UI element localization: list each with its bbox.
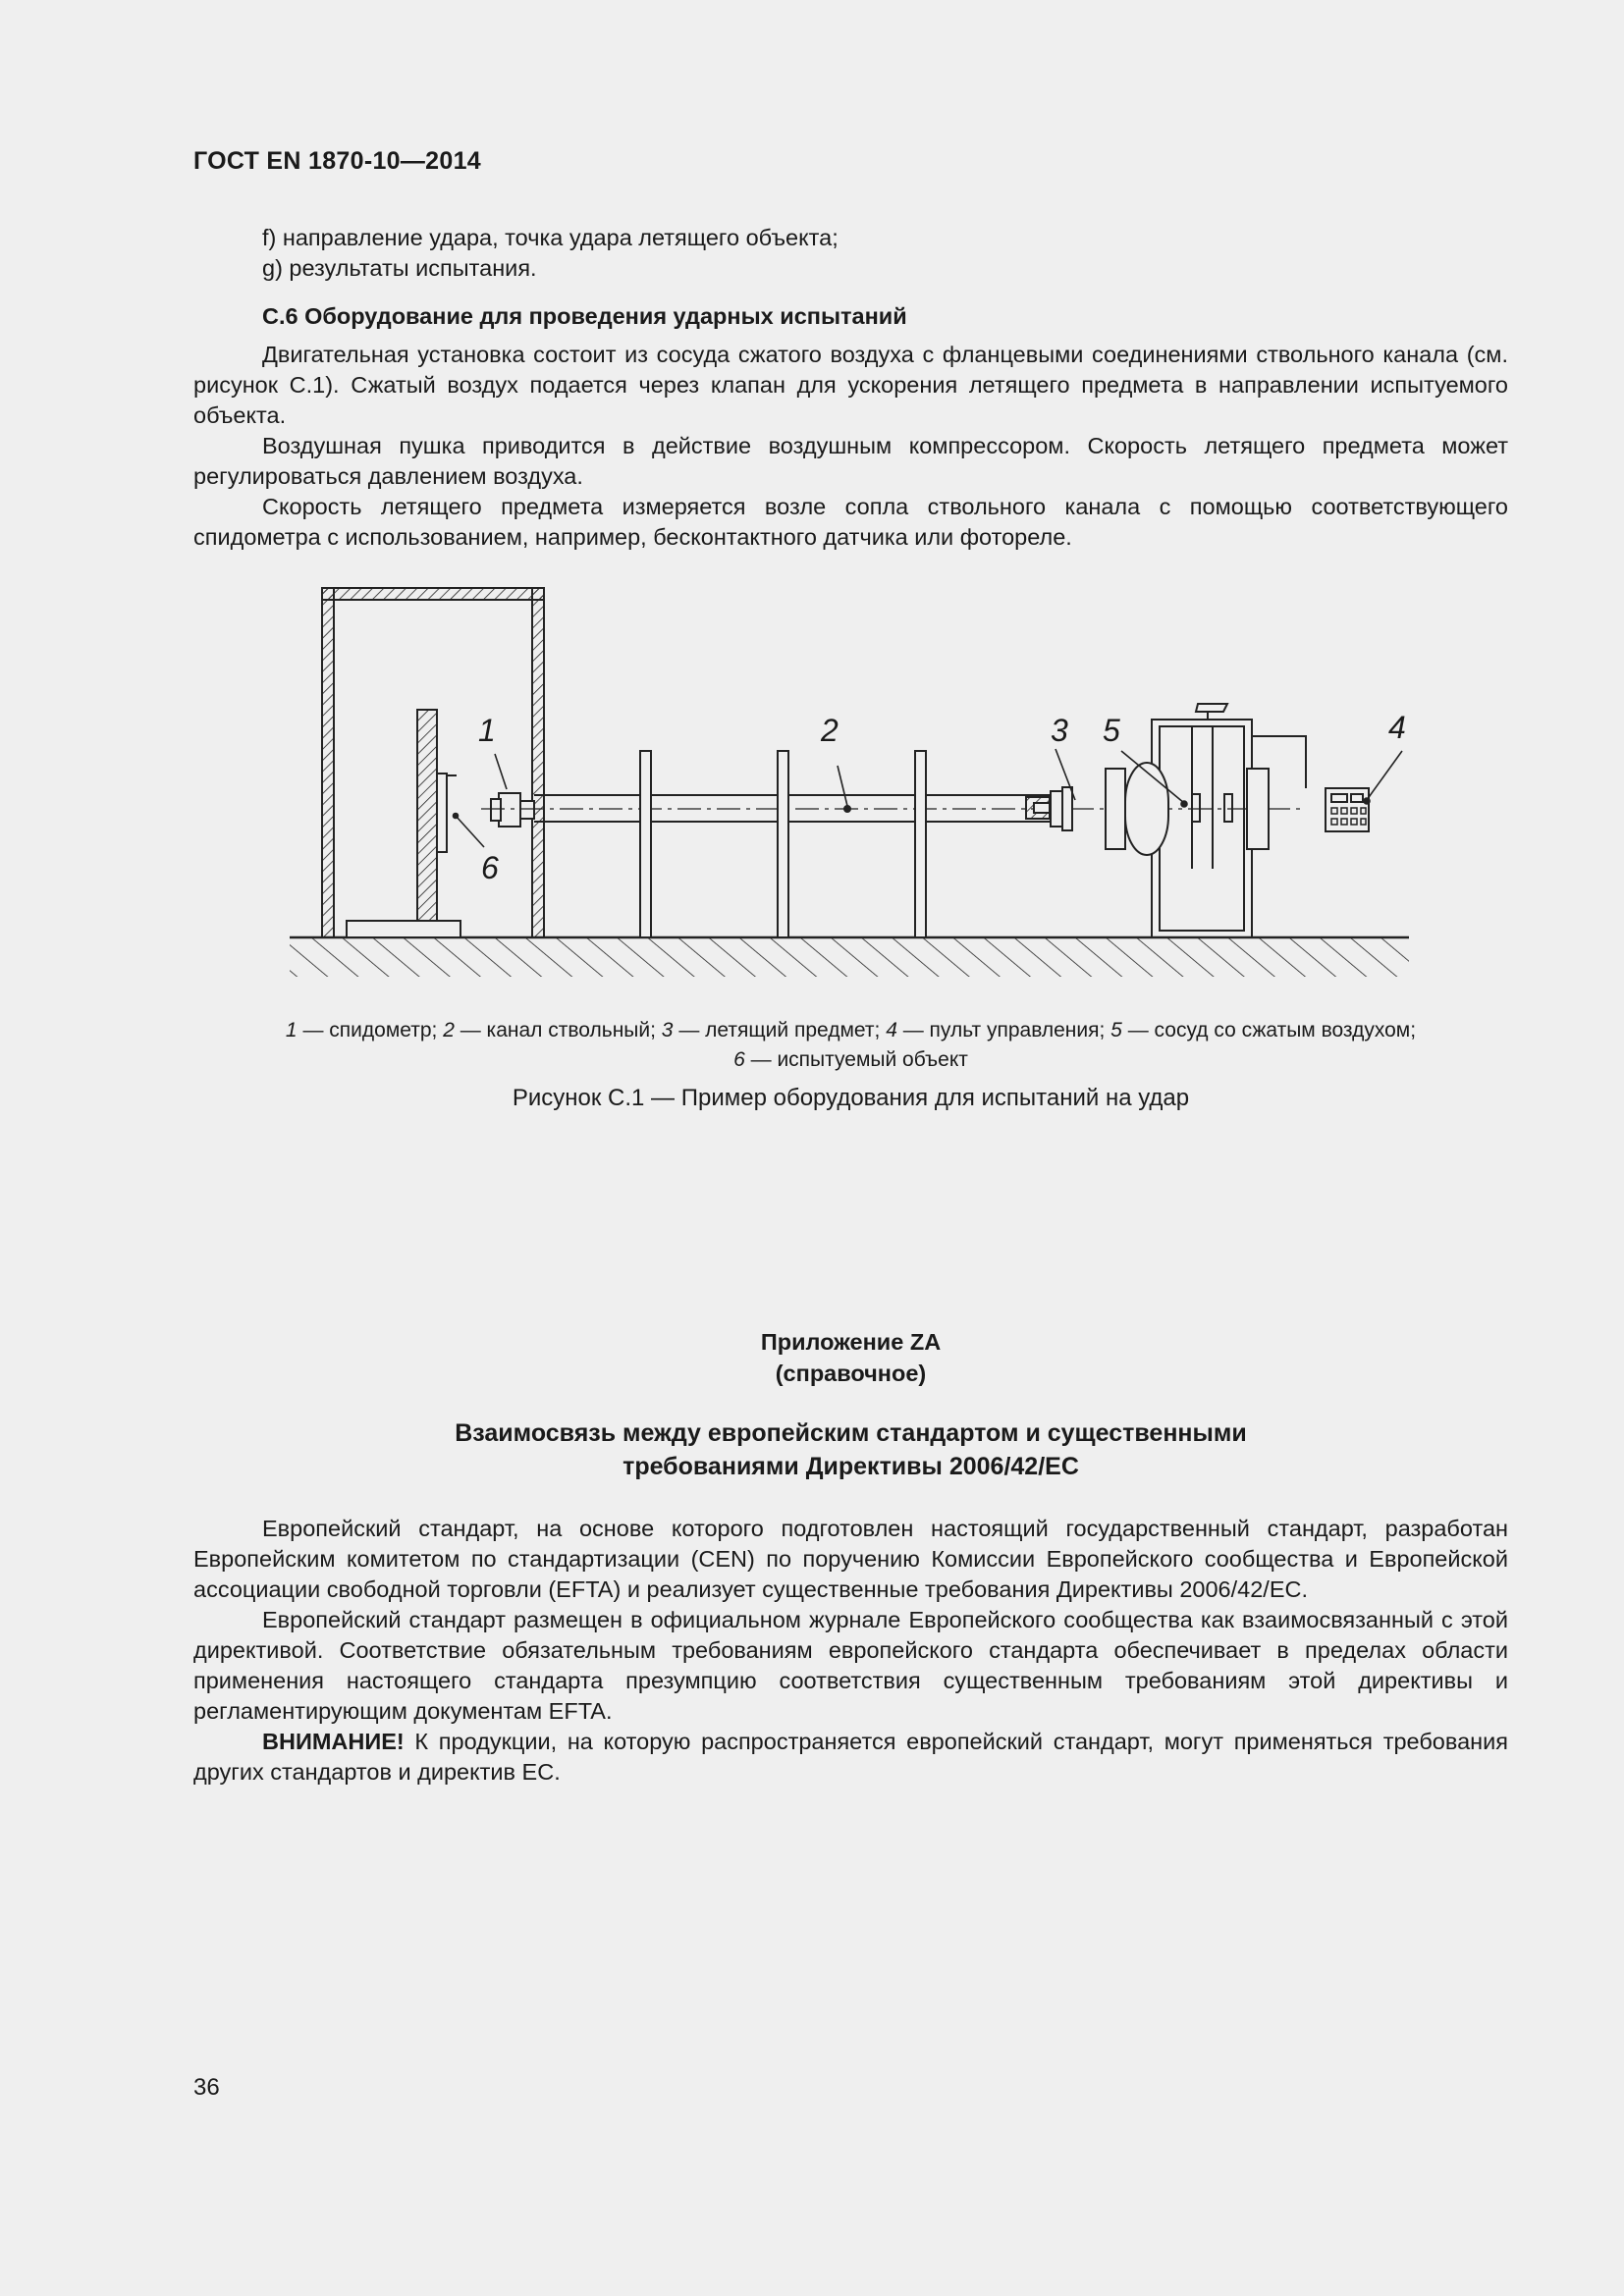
annex-type: (справочное) <box>775 1361 927 1386</box>
legend-number: 1 <box>285 1019 298 1041</box>
paragraph: Воздушная пушка приводится в действие воздушным компрессором. Скорость летящего предмета может регулироваться давлением воздуха. <box>193 433 1508 489</box>
annex-title-line: требованиями Директивы 2006/42/ЕС <box>623 1453 1079 1480</box>
legend-line <box>193 1045 1508 1075</box>
paragraph: Европейский стандарт, на основе которого подготовлен настоящий государственный стандарт, разработан Европейским комитетом по стандартизации (CEN) по поручению Комиссии Европейского сообщества и Европейской ассоциации свободной торговли (EFTA) и реализует существенные требования Директивы 2006/42/ЕС. <box>193 1516 1508 1602</box>
figure-legend <box>193 1016 1508 1075</box>
annex-title-line: Взаимосвязь между европейским стандартом и существенными <box>455 1419 1247 1447</box>
legend-text: — пульт управления; <box>896 1019 1111 1041</box>
barrel-supports <box>640 751 926 937</box>
warning-text: К продукции, на которую распространяется европейский стандарт, могут применяться требования других стандартов и директив ЕС. <box>193 1729 1508 1785</box>
figure-caption: Рисунок С.1 — Пример оборудования для испытаний на удар <box>512 1085 1190 1111</box>
section-title: C.6 Оборудование для проведения ударных испытаний <box>262 303 907 329</box>
list-item: f) направление удара, точка удара летящего объекта; <box>262 225 839 250</box>
paragraph: Скорость летящего предмета измеряется возле сопла ствольного канала с помощью соответствующего спидометра с использованием, например, бесконтактного датчика или фотореле. <box>193 494 1508 550</box>
legend-number: 5 <box>1110 1019 1122 1041</box>
projectile <box>1026 797 1050 819</box>
list-item: g) результаты испытания. <box>262 255 537 281</box>
annex-title <box>193 1416 1508 1483</box>
ground-hatch <box>290 937 1409 977</box>
legend-text: — спидометр; <box>297 1019 444 1041</box>
document-header: ГОСТ EN 1870-10—2014 <box>193 147 481 175</box>
callout-label: 5 <box>1103 713 1120 748</box>
annex-label: Приложение ZA <box>760 1329 942 1355</box>
annex-body <box>193 1514 1508 1788</box>
legend-number: 4 <box>886 1019 897 1041</box>
test-object <box>347 710 460 937</box>
barrel <box>481 787 1301 830</box>
page-number: 36 <box>193 2074 220 2101</box>
callout-label: 4 <box>1388 710 1406 745</box>
section-body <box>193 340 1508 553</box>
legend-number: 3 <box>661 1019 674 1041</box>
speedometer <box>491 793 534 827</box>
callout-label: 2 <box>821 713 839 748</box>
section-heading <box>193 301 1508 332</box>
legend-line <box>193 1016 1508 1045</box>
legend-text: — сосуд со сжатым воздухом; <box>1121 1019 1417 1041</box>
callout-label: 6 <box>481 850 499 885</box>
legend-number: 6 <box>733 1048 745 1071</box>
paragraph: Двигательная установка состоит из сосуда сжатого воздуха с фланцевыми соединениями ствольного канала (см. рисунок С.1). Сжатый воздух подается через клапан для ускорения летящего предмета в направлении испытуемого объекта. <box>193 342 1508 428</box>
legend-text: — канал ствольный; <box>454 1019 662 1041</box>
callout-label: 1 <box>478 713 496 748</box>
annex-heading <box>193 1326 1508 1389</box>
warning-paragraph <box>193 1727 1508 1788</box>
legend-number: 2 <box>443 1019 455 1041</box>
legend-text: — летящий предмет; <box>673 1019 887 1041</box>
warning-label: ВНИМАНИЕ! <box>262 1729 405 1754</box>
callout-label: 3 <box>1051 713 1068 748</box>
result-list <box>193 223 1508 284</box>
pressure-vessel <box>1106 704 1269 937</box>
paragraph: Европейский стандарт размещен в официальном журнале Европейского сообщества как взаимосвязанный с этой директивой. Соответствие обязательным требованиям европейского стандарта обеспечивает в пределах области применения настоящего стандарта презумпцию соответствия существенным требованиям этой директивы и регламентирующим документам EFTA. <box>193 1607 1508 1724</box>
legend-text: — испытуемый объект <box>744 1048 968 1071</box>
impact-test-equipment-figure <box>275 574 1424 987</box>
